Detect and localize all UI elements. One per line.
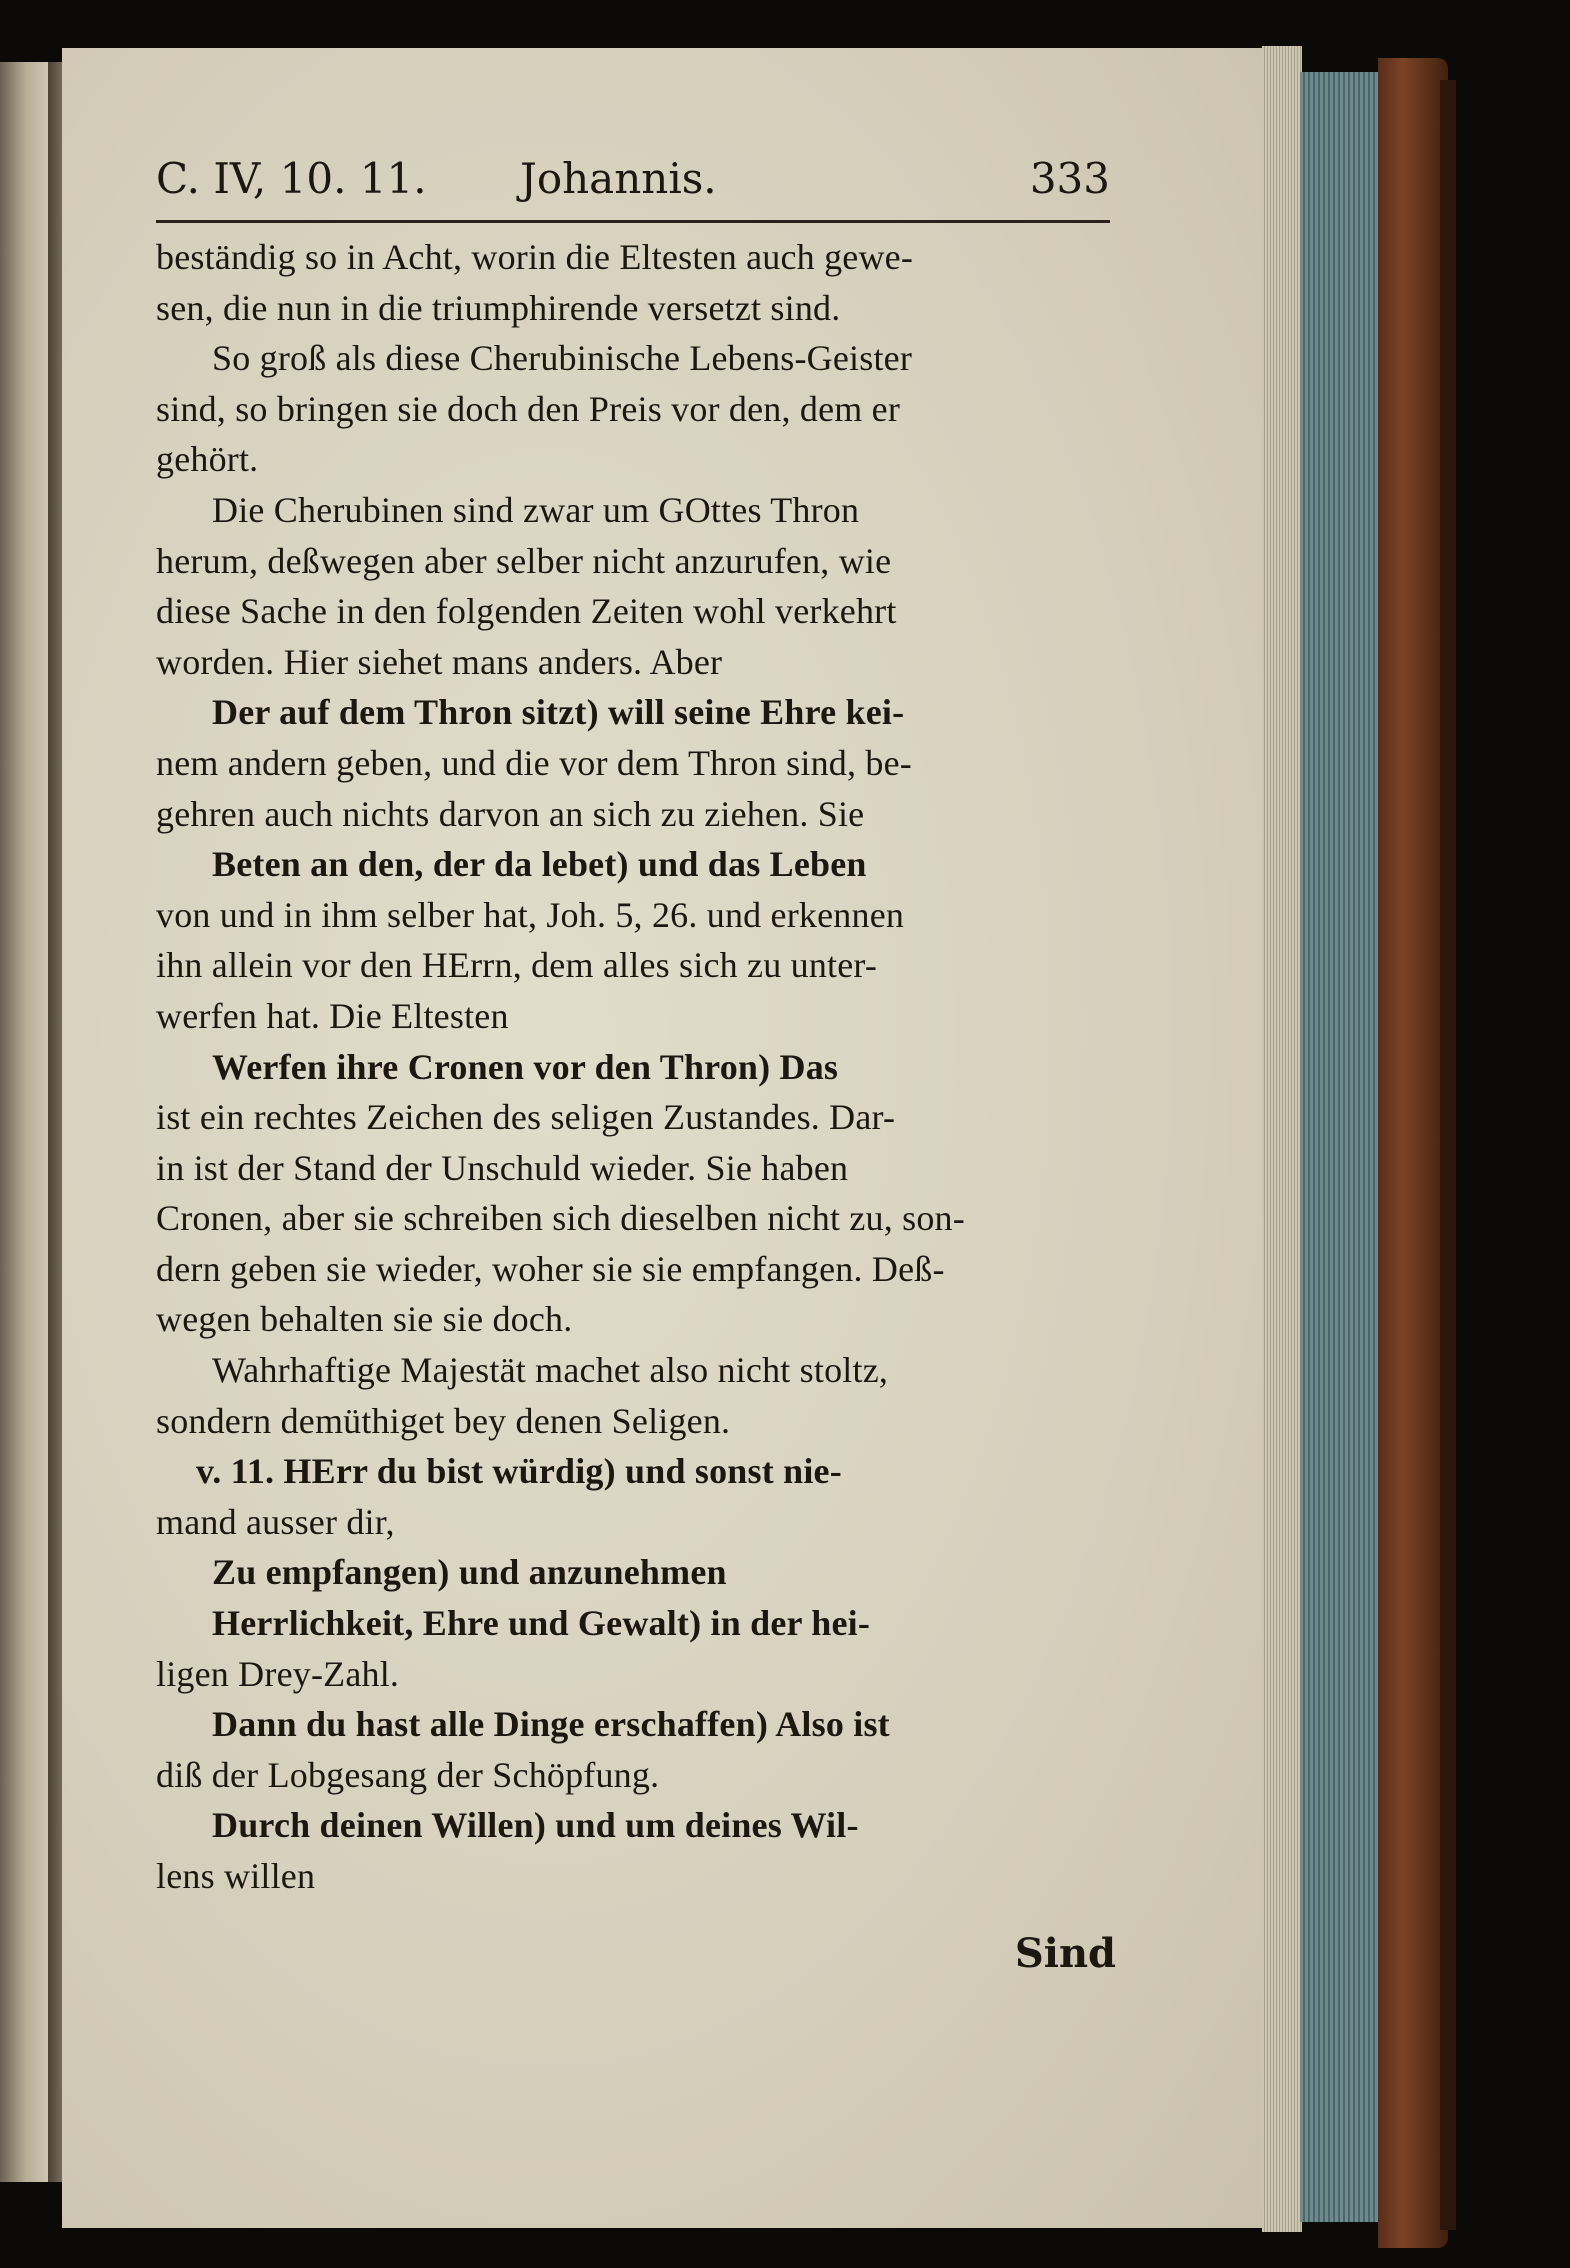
text-line: ist ein rechtes Zeichen des seligen Zustandes. Dar-	[156, 1097, 896, 1138]
text-line: ligen Drey-Zahl.	[156, 1653, 400, 1694]
text-line: lens willen	[156, 1856, 316, 1896]
page-block-edges	[1262, 46, 1302, 2232]
text-line: sind, so bringen sie doch den Preis vor den, dem er	[156, 388, 901, 429]
text-line: herum, deßwegen aber selber nicht anzurufen, wie	[156, 540, 892, 581]
text-line: sen, die nun in die triumphirende versetzt sind.	[156, 287, 841, 328]
text-line: beständig so in Acht, worin die Eltesten auch gewe-	[156, 237, 914, 277]
text-line: diß der Lobgesang der Schöpfung.	[156, 1754, 660, 1795]
catchword: Sind	[1014, 1930, 1116, 1977]
text-line: Wahrhaftige Majestät machet also nicht stoltz,	[212, 1350, 889, 1391]
running-title: Johannis.	[520, 154, 717, 203]
body-text	[156, 232, 1116, 1902]
text-line: wegen behalten sie sie doch.	[156, 1299, 573, 1340]
text-line: dern geben sie wieder, woher sie sie empfangen. Deß-	[156, 1248, 945, 1289]
facing-page-edge	[0, 62, 48, 2182]
leather-cover	[1378, 58, 1448, 2248]
chapter-verse-reference: C. IV, 10. 11.	[156, 154, 427, 203]
text-line: in ist der Stand der Unschuld wieder. Sie haben	[156, 1147, 849, 1188]
text-line: Zu empfangen) und anzunehmen	[212, 1552, 727, 1593]
text-block	[150, 140, 1116, 1977]
text-line: Werfen ihre Cronen vor den Thron) Das	[212, 1046, 839, 1087]
text-line: gehört.	[156, 439, 259, 480]
text-line: sondern demüthiget bey denen Seligen.	[156, 1400, 731, 1441]
text-line: nem andern geben, und die vor dem Thron sind, be-	[156, 742, 912, 783]
text-line: worden. Hier siehet mans anders. Aber	[156, 641, 723, 682]
text-line: werfen hat. Die Eltesten	[156, 995, 509, 1036]
text-line: von und in ihm selber hat, Joh. 5, 26. und erkennen	[156, 894, 905, 935]
text-line: Die Cherubinen sind zwar um GOttes Thron	[212, 489, 860, 530]
header-rule	[156, 220, 1110, 223]
text-line: mand ausser dir,	[156, 1501, 395, 1542]
text-line: Durch deinen Willen) und um deines Wil-	[212, 1805, 859, 1846]
running-header	[150, 140, 1110, 218]
page-number: 333	[1029, 154, 1110, 203]
text-line: Cronen, aber sie schreiben sich dieselben nicht zu, son-	[156, 1198, 965, 1239]
text-line: gehren auch nichts darvon an sich zu ziehen. Sie	[156, 793, 865, 834]
cover-shadow	[1440, 80, 1456, 2230]
text-line: Dann du hast alle Dinge erschaffen) Also ist	[212, 1704, 890, 1745]
text-line: Der auf dem Thron sitzt) will seine Ehre kei-	[212, 692, 905, 733]
text-line: So groß als diese Cherubinische Lebens-Geister	[212, 338, 913, 379]
text-line: ihn allein vor den HErrn, dem alles sich zu unter-	[156, 945, 878, 986]
text-line: diese Sache in den folgenden Zeiten wohl verkehrt	[156, 591, 897, 632]
fore-edge	[1300, 72, 1382, 2222]
text-line: Herrlichkeit, Ehre und Gewalt) in der hei-	[212, 1603, 871, 1644]
text-line: v. 11. HErr du bist würdig) und sonst nie-	[196, 1451, 842, 1492]
text-line: Beten an den, der da lebet) und das Leben	[212, 844, 867, 885]
